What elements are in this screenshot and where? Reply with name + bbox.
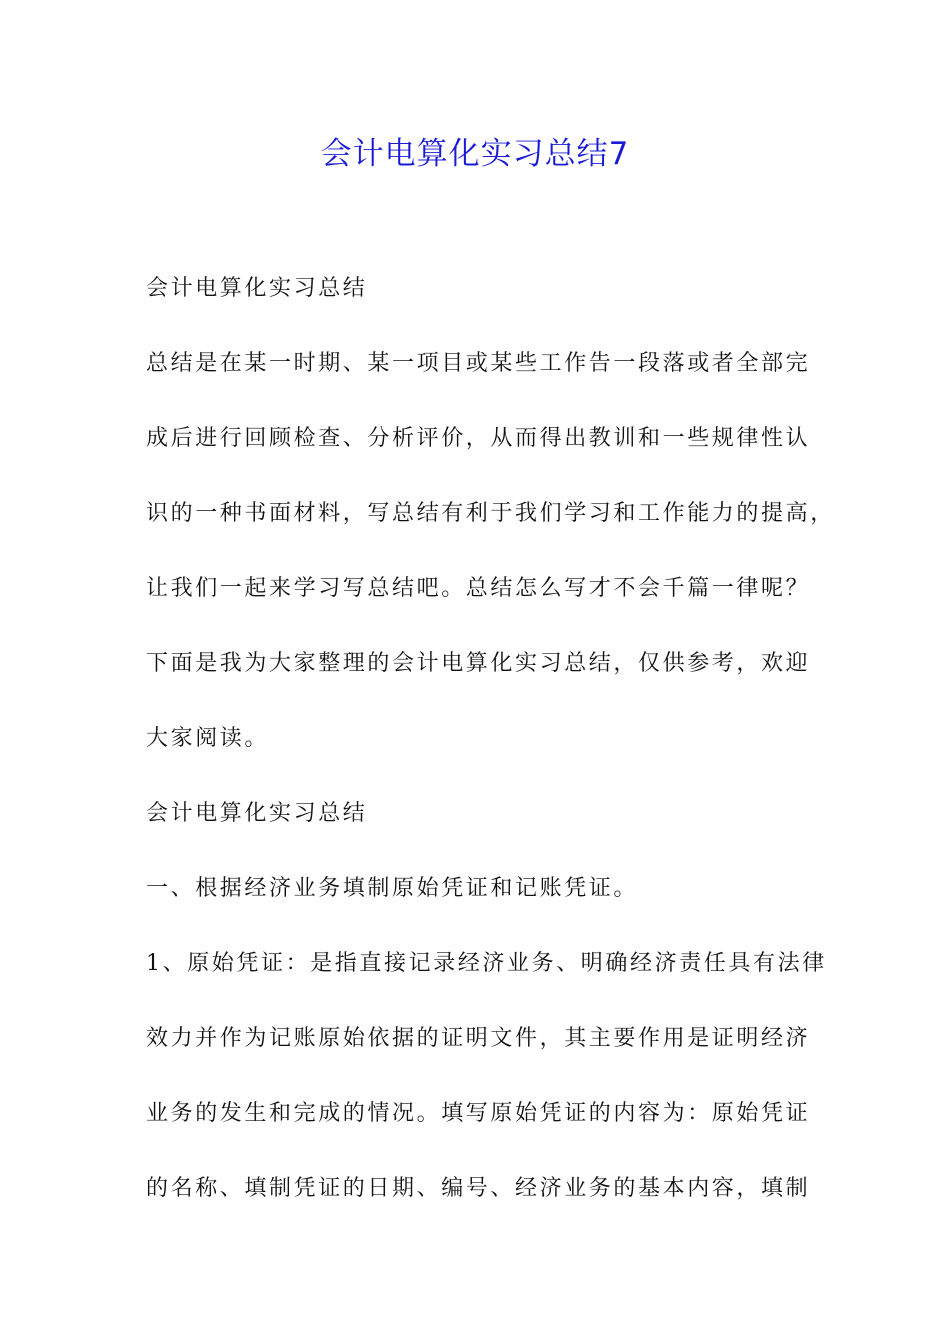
heading-line: 会计电算化实习总结 (146, 276, 368, 301)
paragraph-line: 总结是在某一时期、某一项目或某些工作告一段落或者全部完 (146, 351, 811, 376)
paragraph-line: 让我们一起来学习写总结吧。总结怎么写才不会千篇一律呢？ (146, 576, 811, 601)
paragraph-line: 业务的发生和完成的情况。填写原始凭证的内容为：原始凭证 (146, 1101, 811, 1126)
heading-line: 会计电算化实习总结 (146, 801, 368, 826)
paragraph-line: 识的一种书面材料，写总结有利于我们学习和工作能力的提高， (146, 501, 835, 526)
paragraph-line: 成后进行回顾检查、分析评价，从而得出教训和一些规律性认 (146, 426, 811, 451)
document-title: 会计电算化实习总结7 (320, 136, 630, 172)
document-body (146, 251, 835, 1226)
section-heading: 一、根据经济业务填制原始凭证和记账凭证。 (146, 876, 639, 901)
paragraph-line: 效力并作为记账原始依据的证明文件，其主要作用是证明经济 (146, 1026, 811, 1051)
paragraph-line: 的名称、填制凭证的日期、编号、经济业务的基本内容，填制 (146, 1176, 811, 1201)
paragraph-line: 1、原始凭证：是指直接记录经济业务、明确经济责任具有法律 (146, 951, 827, 976)
paragraph-line: 大家阅读。 (146, 726, 270, 751)
paragraph-line: 下面是我为大家整理的会计电算化实习总结，仅供参考，欢迎 (146, 651, 811, 676)
